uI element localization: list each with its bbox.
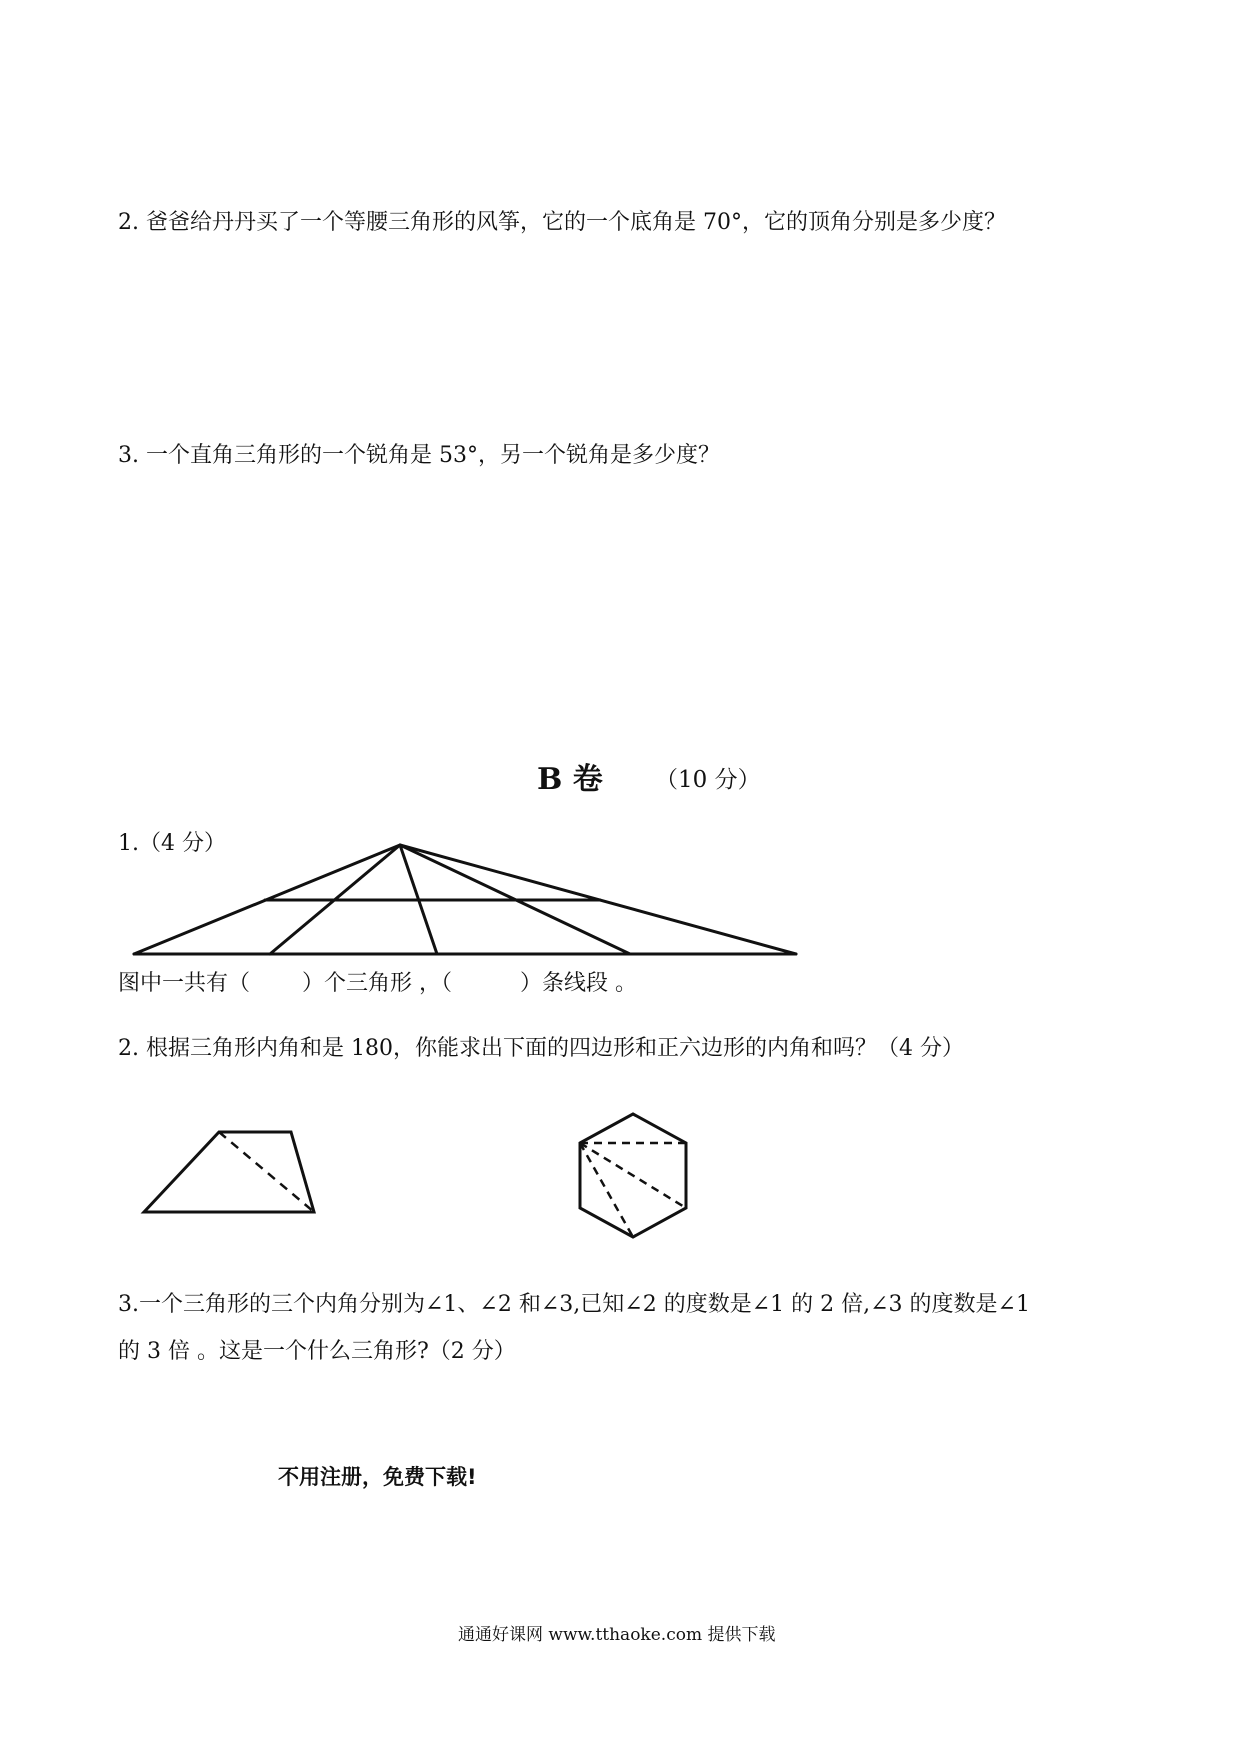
promo-text: 不用注册，免费下载! xyxy=(278,1465,477,1489)
question-b3-line1: 3.一个三角形的三个内角分别为∠1、∠2 和∠3,已知∠2 的度数是∠1 的 2 倍,∠3 的度数是∠1 xyxy=(118,1292,1030,1317)
answer-text-part2: ）个三角形 ，（ xyxy=(302,971,453,996)
footer-text: 通通好课网 www.tthaoke.com 提供下载 xyxy=(458,1625,776,1645)
section-b-title: B 卷 xyxy=(537,762,603,797)
hexagon-diagonal-2 xyxy=(580,1143,686,1208)
question-b1-label: 1.（4 分） xyxy=(118,831,226,856)
question-b2: 2. 根据三角形内角和是 180，你能求出下面的四边形和正六边形的内角和吗？（4 分） xyxy=(118,1036,964,1061)
question-a3: 3. 一个直角三角形的一个锐角是 53°，另一个锐角是多少度？ xyxy=(118,443,720,468)
answer-text-part3: ）条线段 。 xyxy=(520,971,638,996)
answer-text-part1: 图中一共有（ xyxy=(118,971,251,996)
section-b-score: （10 分） xyxy=(655,767,761,793)
question-b3-line2: 的 3 倍 。这是一个什么三角形?（2 分） xyxy=(118,1339,516,1364)
question-a2: 2. 爸爸给丹丹买了一个等腰三角形的风筝，它的一个底角是 70°，它的顶角分别是多少度？ xyxy=(118,210,1006,235)
